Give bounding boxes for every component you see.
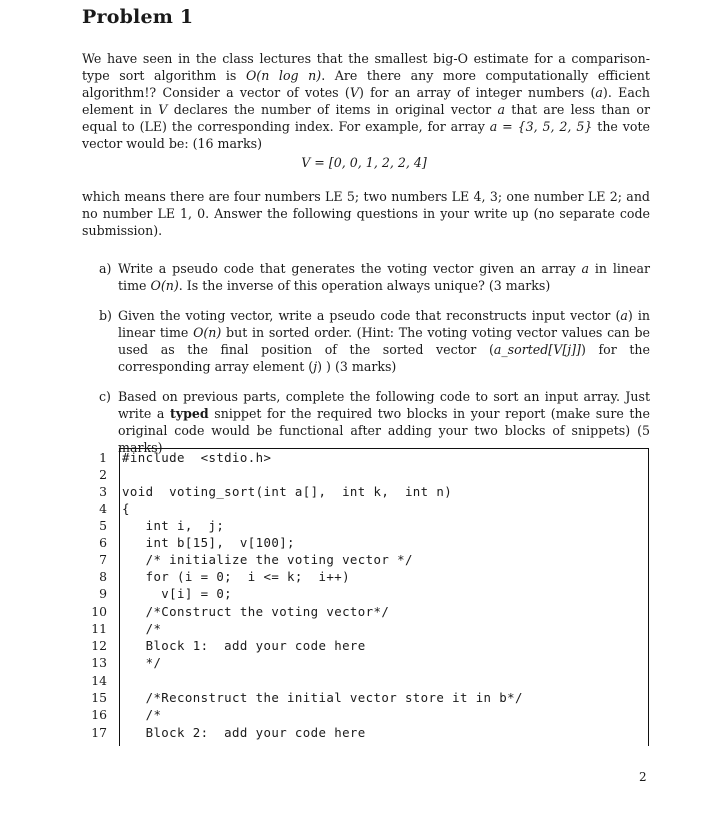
line-number: 11 [91,621,107,636]
question-b [99,308,650,376]
page-number: 2 [639,770,647,784]
code-line: { [122,501,130,516]
line-number: 12 [91,638,107,653]
code-line: int b[15], v[100]; [122,535,295,550]
display-equation: V = [0, 0, 1, 2, 2, 4] [301,155,427,170]
line-number: 7 [99,552,107,567]
code-line: Block 1: add your code here [122,638,366,653]
line-number: 5 [99,518,107,533]
question-a [99,261,650,295]
code-line: #include <stdio.h> [122,450,272,465]
code-line: */ [122,655,162,670]
line-number: 17 [91,725,107,740]
line-number: 4 [99,501,107,516]
page-title: Problem 1 [82,6,194,28]
question-text: Based on previous parts, complete the following code to sort an input array. Just write a typed snippet for the required two blocks in your report (make sure the original code would be functional after adding your two blocks of snippets) (5 marks) [118,389,650,455]
code-line: void voting_sort(int a[], int k, int n) [122,484,453,499]
code-line: v[i] = 0; [122,586,233,601]
line-number: 2 [99,467,107,482]
code-line: /* initialize the voting vector */ [122,552,413,567]
line-number: 13 [91,655,107,670]
code-line: int i, j; [122,518,225,533]
line-number: 3 [99,484,107,499]
code-line: /*Reconstruct the initial vector store it in b*/ [122,690,523,705]
code-line: /* [122,707,162,722]
line-number: 8 [99,569,107,584]
question-label: b) [99,308,112,323]
line-number: 6 [99,535,107,550]
line-number: 9 [99,586,107,601]
question-text: Write a pseudo code that generates the voting vector given an array a in linear time O(n). Is the inverse of this operation always unique? (3 marks) [118,261,650,293]
line-number: 1 [99,450,107,465]
question-label: c) [99,389,111,404]
code-line: for (i = 0; i <= k; i++) [122,569,350,584]
code-line: Block 2: add your code here [122,725,366,740]
question-c [99,389,650,457]
question-label: a) [99,261,112,276]
code-line: /* [122,621,162,636]
question-text: Given the voting vector, write a pseudo code that reconstructs input vector (a) in linear time O(n) but in sorted order. (Hint: The voting voting vector values can be used as the final position of the sorted vector (a_sorted[V[j]]) for the corresponding array element (j) ) (3 marks) [118,308,650,374]
line-number: 16 [91,707,107,722]
intro-paragraph-1: We have seen in the class lectures that the smallest big-O estimate for a comparison-type sort algorithm is O(n log n). Are there any more computationally efficient algorithm!? Consider a vector of votes (V) for an array of integer numbers (a). Each element in V declares the number of items in original vector a that are less than or equal to (LE) the corresponding index. For example, for array a = {3, 5, 2, 5} the vote vector would be: (16 marks) [82,51,650,151]
intro-paragraph-2: which means there are four numbers LE 5; two numbers LE 4, 3; one number LE 2; and no number LE 1, 0. Answer the following questions in your write up (no separate code submission). [82,189,650,238]
line-number: 14 [91,673,107,688]
code-line: /*Construct the voting vector*/ [122,604,390,619]
line-number: 10 [91,604,107,619]
line-number: 15 [91,690,107,705]
